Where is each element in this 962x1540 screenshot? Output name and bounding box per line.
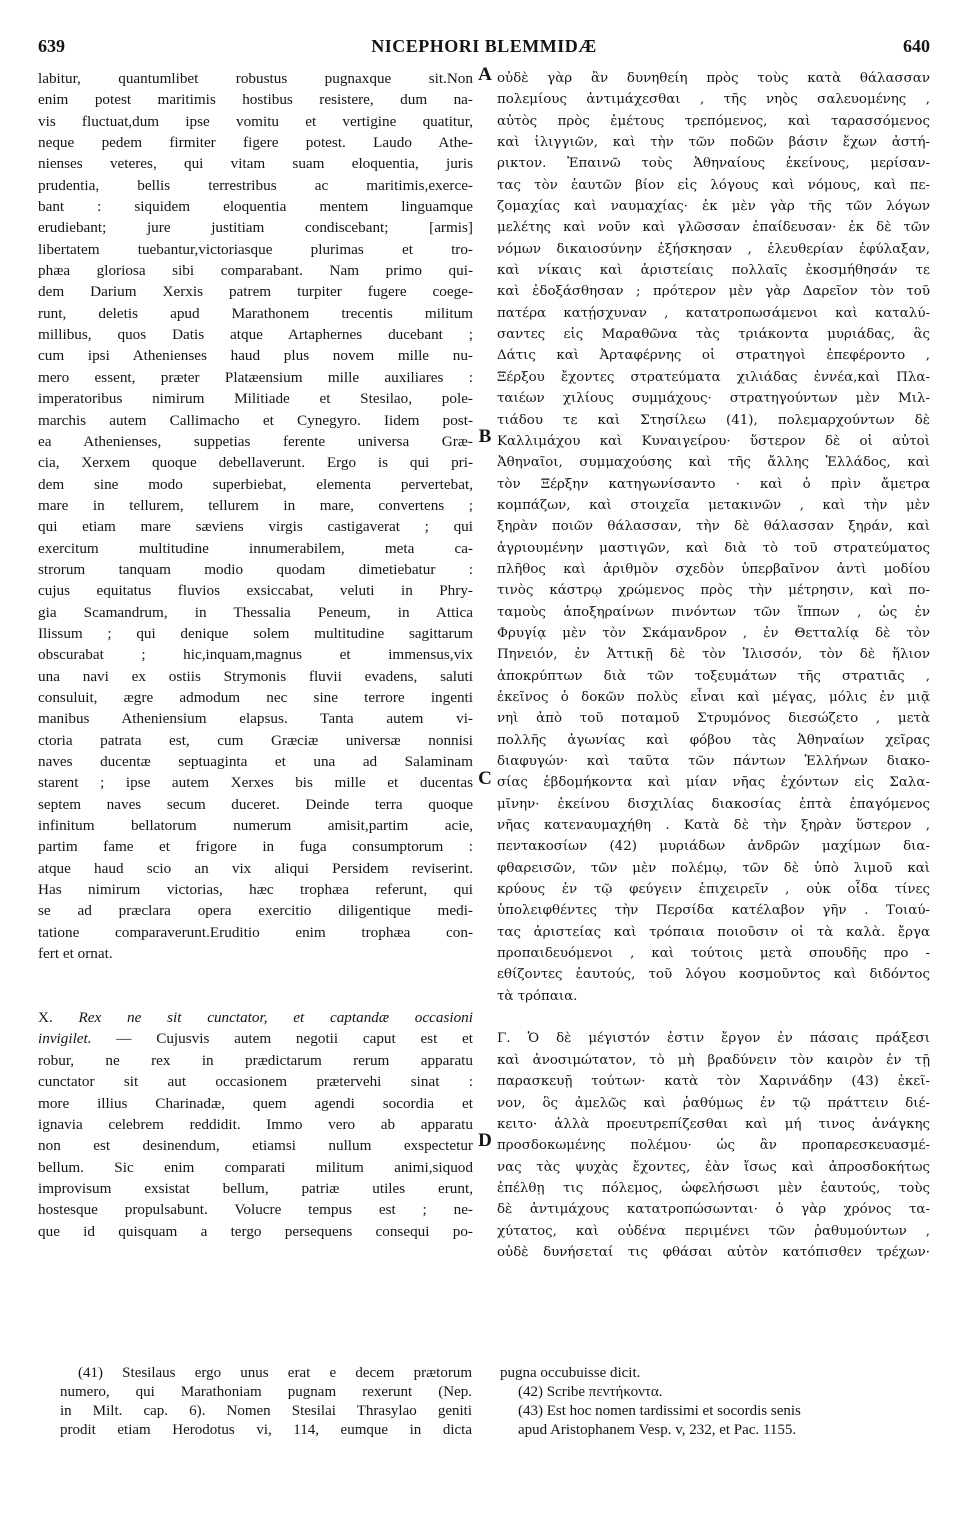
footnote-line: (42) Scribe πεντήκοντα. <box>518 1384 663 1400</box>
greek-line: σίας ἑβδομήκοντα καὶ μίαν νῆας ἐχόντων εἰς Σαλα- <box>497 775 930 791</box>
latin-column <box>38 68 473 1242</box>
latin-line: infinitum bellatorum numerum amisit,partim acie, <box>38 817 473 835</box>
latin-line: neque pedem firmiter figere potest. Laudo Athe- <box>38 134 473 152</box>
footnote-line: in Milt. cap. 6). Nomen Stesilai Thrasylao geniti <box>60 1403 472 1419</box>
latin-line: libertatem tuebantur,victoriasque plurimas et tro- <box>38 240 473 258</box>
greek-line: καὶ ἰλιγγιῶν, καὶ τὴν τῶν ποδῶν βάσιν ἔχων ἀστή- <box>497 135 930 151</box>
section-title: Rex ne sit cunctator, et captandæ occasioni <box>78 1009 473 1027</box>
latin-line: fert et ornat. <box>38 945 113 963</box>
greek-line: πλῆθος καὶ ἀριθμὸν σχεδὸν ὑπερβαῖνον ἀντὶ μοδίου <box>497 561 930 577</box>
greek-line: νῆας κατεναυμαχήθη . Κατὰ δὲ τὴν ξηρὰν ὕστερον , <box>497 818 930 834</box>
greek-line: τὰ τρόπαια. <box>497 988 578 1004</box>
latin-line: starent ; ipse autem Xerxes bis mille et ducentas <box>38 774 473 792</box>
greek-column <box>497 68 930 1263</box>
latin-spacer <box>38 964 473 1007</box>
latin-line: bant : siquidem eloquentia mentem linguamque <box>38 198 473 216</box>
greek-line: τὸν Ξέρξην κατηγωνίσαντο · καὶ ὁ πρὶν ἄμετρα <box>497 476 930 492</box>
greek-line: πατέρα κατῄσχυναν , κατατροπωσάμενοι καὶ καταλύ- <box>497 305 930 321</box>
latin-line: ea Athenienses, suppetias ferente universa Græ- <box>38 432 473 450</box>
latin-line: naves ducentæ septuaginta et una ad Salaminam <box>38 753 473 770</box>
greek-line: ὑπολειφθέντες τὴν Περσίδα κατέλαβον γῆν . Τοιαύ- <box>497 903 930 919</box>
latin-line: ctoria patrata est, cum Græciæ universæ nonnisi <box>38 731 473 749</box>
greek-line: οὐδὲ δυνήσεταί τις φθάσαι αὐτὸν κατόπισθεν τρέχων· <box>497 1244 930 1260</box>
margin-marker-c: C <box>478 768 492 789</box>
greek-line: νόμων δικαιοσύνην ἐξήσκησαν , ἐλευθερίαν ἐφύλαξαν, <box>497 241 930 257</box>
greek-spacer <box>497 1007 930 1028</box>
latin-line: partim fame et frigore in fuga consumptorum : <box>38 838 473 856</box>
latin-line: runt, deletis apud Marathonem trecentis militum <box>38 304 473 322</box>
greek-line: πεντακοσίων (42) μυριάδων ἀνδρῶν μαχίμων δια- <box>497 839 930 855</box>
greek-line: εθίζοντες ἑαυτούς, τοῦ λόγου κοσμοῦντος καὶ διδόντος <box>497 967 930 983</box>
greek-line: αὐτὸς πρὸς ἐμέτους τρεπόμενος, καὶ ταρασσόμενος <box>497 113 930 129</box>
greek-line: νηὶ ἀπὸ τοῦ ποταμοῦ Στρυμόνος διεσώζετο , μετὰ <box>497 711 930 727</box>
greek-line: καὶ νίκαις καὶ ἀριστείαις πολλαῖς ἐκοσμήθησάν τε <box>497 263 930 279</box>
latin-line: atque haud scio an vix aliqui Persidem reviserint. <box>38 859 473 877</box>
greek-line: ἀποκρύπτων διὰ τῶν τοξευμάτων τῆς στρατιᾶς , <box>497 668 930 684</box>
greek-line: κειτο· ἀλλὰ προευτρεπίζεσθαι καὶ μή τινος ἀνάγκης <box>497 1116 930 1132</box>
latin-line: imperatoribus nimirum Militiade et Stesilao, pole- <box>38 390 473 408</box>
latin-line: prudentia, bellis terrestribus ac maritimis,exerce- <box>38 176 473 194</box>
greek-line: ἐκεῖνος ὁ δοκῶν πολὺς εἶναι καὶ μέγας, μόλις ἐν μιᾷ <box>497 689 930 705</box>
greek-line: ρικτον. Ἐπαινῶ τοὺς Ἀθηναίους ἐκείνους, μερίσαν- <box>497 156 930 172</box>
greek-line: νον, ὃς ἀμελῶς καὶ ῥαθύμως ἐν τῷ πράττειν διέ- <box>497 1095 930 1111</box>
greek-line: ξηρὰν ποιῶν θάλασσαν, τὴν δὲ θάλασσαν ξηράν, καὶ <box>497 519 930 535</box>
latin-line: millibus, quos Datis atque Artaphernes ducebant ; <box>38 326 473 344</box>
footnotes-right <box>500 1364 930 1440</box>
greek-line: οὐδὲ γὰρ ἂν δυνηθείη πρὸς τοὺς κατὰ θάλασσαν <box>497 71 930 86</box>
latin-line: gia Scamandrum, in Thessalia Peneum, in Attica <box>38 603 473 621</box>
latin-line: que id quisquam a tergo persequens consequi po- <box>38 1222 473 1240</box>
greek-line: καὶ ἐδοξάσθησαν ; πρότερον μὲν γὰρ Δαρεῖον τὸν τοῦ <box>497 284 930 300</box>
greek-line: κομπάζων, καὶ στοιχεῖα μετακινῶν , καὶ τὴν μὲν <box>497 497 930 513</box>
greek-line: προπαιδευόμενοι , καὶ τούτοις μετὰ σπουδῆς προ - <box>497 946 930 962</box>
greek-line: φθαρεισῶν, τῶν μὲν πολέμῳ, τῶν δὲ ὑπὸ λιμοῦ καὶ <box>497 860 930 876</box>
footnote-line: prodit etiam Herodotus vi, 114, eumque in dicta <box>60 1422 472 1438</box>
latin-line: mare in tellurem, tellurem in mare, convertens ; <box>38 496 473 514</box>
latin-line: enim potest maritimis hostibus resistere, dum na- <box>38 91 473 109</box>
footnotes-left <box>60 1364 472 1440</box>
section-heading-line-2 <box>38 1028 473 1049</box>
greek-line: σαντες εἰς Μαραθῶνα τὰς τριάκοντα μυριάδας, ἃς <box>497 327 930 343</box>
greek-line: ταιέων χιλίους συμμάχους· στρατηγούντων μὲν Μιλ- <box>497 391 930 407</box>
latin-line: una navi ex ostiis Strymonis fluvii evadens, saluti <box>38 667 473 685</box>
greek-line: ζομαχίας καὶ ναυμαχίας· ἐκ μὲν γὰρ τῆς τῶν λόγων <box>497 199 930 215</box>
latin-line: obscurabat ; hic,inquam,magnus et immensus,vix <box>38 646 473 664</box>
footnote-line: numero, qui Marathoniam pugnam rexerunt (Nep. <box>60 1384 472 1400</box>
latin-line: Ilissum ; qui denique solem multitudine sagittarum <box>38 624 473 642</box>
greek-line: Φρυγίᾳ μὲν τὸν Σκάμανδρον , ἐν Θετταλίᾳ δὲ τὸν <box>497 625 930 641</box>
greek-line: μῖνην· ἐκείνου δισχιλίας διακοσίας ἑπτὰ ἐπαγόμενος <box>497 796 930 812</box>
footnote-line: (41) Stesilaus ergo unus erat e decem prætorum <box>78 1365 472 1381</box>
section-number: X. <box>38 1009 53 1027</box>
greek-line: καὶ ἀνοσιμώτατον, τὸ μὴ βραδύνειν τὸν καιρὸν ἐν τῇ <box>497 1052 930 1068</box>
latin-line: qui etiam mare sæviens virgis castigaverat ; qui <box>38 518 473 536</box>
greek-line: δὲ ἀντιμάχους κατατροπώσωνται· ὁ γὰρ χρόνος τα- <box>497 1202 930 1218</box>
page-number-left: 639 <box>38 36 65 56</box>
latin-line: improvisum exsistat bellum, patriæ utiles erunt, <box>38 1179 473 1197</box>
greek-line: Καλλιμάχου καὶ Κυναιγείρου· ὕστερον δὲ οἱ αὐτοὶ <box>497 433 930 449</box>
greek-line: τας ἀριστείας καὶ τρόπαια ποιοῦσιν οἱ τὰ καλὰ. ἔργα <box>497 924 930 940</box>
greek-line: ἀγριουμένην μαστιγῶν, καὶ διὰ τὸ τοῦ στρατεύματος <box>497 540 930 556</box>
margin-marker-a: A <box>478 64 492 85</box>
greek-line: πολεμίους ἀντιμάχεσθαι , τῆς νηὸς σαλευομένης , <box>497 92 930 108</box>
greek-line: προσδοκωμένης πολέμου· ὡς ἂν προπαρεσκευασμέ- <box>497 1138 930 1154</box>
latin-line: manibus Atheniensium elapsus. Tanta autem vi- <box>38 710 473 728</box>
greek-line: Ξέρξου ἔχοντες στρατεύματα χιλιάδας ἐννέα,καὶ Πλα- <box>497 369 930 385</box>
greek-line: Γ. Ὁ δὲ μέγιστόν ἐστιν ἔργον ἐν πάσαις πράξεσι <box>497 1031 930 1047</box>
greek-line: Πηνειόν, ἐν Ἀττικῇ δὲ τὸν Ἰλισσόν, τὸν δὲ ἥλιον <box>497 647 930 663</box>
latin-line: septem naves secum duceret. Deinde terra quoque <box>38 795 473 813</box>
section-heading-line <box>38 1007 473 1028</box>
margin-marker-b: B <box>478 426 492 447</box>
footnote-line: pugna occubuisse dicit. <box>500 1365 641 1381</box>
latin-line: consuluit, ægre admodum nec sine terrore ingenti <box>38 688 473 706</box>
greek-line: κρύους ἐν τῷ φεύγειν ἐπιχειρεῖν , οὐκ οἶδα τίνες <box>497 882 930 898</box>
latin-line: dem sine modo superbiebat, elementa pervertebat, <box>38 475 473 493</box>
page-header <box>38 36 930 60</box>
greek-line: πολλῆς ἀγωνίας καὶ φόβου τὰς Ἀθηναίων χεῖρας <box>497 732 930 748</box>
latin-line: cia, Xerxem quoque debellaverunt. Ergo is qui pri- <box>38 454 473 472</box>
greek-line: ἐπέλθῃ τις πόλεμος, ὠφελήσωσι μὲν ἑαυτούς, τοὺς <box>497 1180 930 1196</box>
greek-line: Δάτις καὶ Ἀρταφέρνης οἱ στρατηγοὶ ἐπεφέροντο , <box>497 348 930 364</box>
latin-line: strorum tanquam modio quodam dimetiebatur : <box>38 560 473 578</box>
latin-line: robur, ne rex in prædictarum rerum apparatu <box>38 1051 473 1069</box>
latin-line: labitur, quantumlibet robustus pugnaxque sit.Non <box>38 70 473 87</box>
page-number-right: 640 <box>903 36 930 56</box>
latin-line: se ad præclara opera exercitio diligentique medi- <box>38 902 473 920</box>
latin-line: bellum. Sic enim comparati militum animi,siquod <box>38 1158 473 1176</box>
latin-line: non est desinendum, etiamsi nullum exspectetur <box>38 1137 473 1155</box>
margin-marker-d: D <box>478 1130 492 1151</box>
latin-line: cujus equitatus fluvios exsiccabat, veluti in Phry- <box>38 582 473 600</box>
footnote-line: (43) Est hoc nomen tardissimi et socordis senis <box>518 1403 801 1419</box>
greek-line: χύτατος, καὶ οὐδένα περιμένει τῶν ῥαθυμούντων , <box>497 1223 930 1239</box>
greek-line: διαφυγών· καὶ ταῦτα τῶν πάντων Ἑλλήνων διακο- <box>497 754 930 769</box>
latin-line: tatione comparaverunt.Eruditio enim trophæa con- <box>38 923 473 941</box>
latin-line: Has nimirum victorias, hæc trophæa referunt, qui <box>38 881 473 899</box>
greek-line: τινὸς κάστρῳ χρώμενος πρὸς τὴν μέτρησιν, καὶ πο- <box>497 583 930 599</box>
latin-line: cum ipsi Athenienses haud plus novem mille nu- <box>38 347 473 365</box>
greek-line: ταμοὺς ἀποξηραίνων πινόντων τῶν ἵππων , ὡς ἐν <box>497 604 930 620</box>
section-title-cont: invigilet. <box>38 1030 92 1048</box>
footnote-line: apud Aristophanem Vesp. v, 232, et Pac. 1155. <box>518 1422 797 1438</box>
latin-line: dem Darium Xerxis patrem turpiter fugere coege- <box>38 283 473 301</box>
latin-line: hostesque propulsabunt. Volucre tempus est ; ne- <box>38 1201 473 1219</box>
latin-line: nienses veteres, qui vitam suam eloquentia, juris <box>38 155 473 173</box>
latin-line: phæa gloriosa sibi comparabant. Nam primo qui- <box>38 262 473 280</box>
running-title: NICEPHORI BLEMMIDÆ <box>371 36 597 56</box>
latin-line: erudiebant; jure justitiam condiscebant; [armis] <box>38 219 473 237</box>
latin-line: mero essent, præter Platæensium mille auxiliares : <box>38 368 473 386</box>
greek-line: Ἀθηναῖοι, συμμαχούσης καὶ τῆς ἄλλης Ἑλλάδος, καὶ <box>497 455 930 471</box>
section-text: — Cujusvis autem negotii caput est et <box>91 1030 473 1048</box>
greek-line: παρασκευῇ τούτων· κατὰ τὸν Χαρινάδην (43) ἐκεῖ- <box>497 1074 930 1090</box>
latin-line: more illius Charinadæ, quem agendi socordia et <box>38 1094 473 1112</box>
greek-line: τιάδου τε καὶ Στησίλεω (41), πολεμαρχούντων δὲ <box>497 412 930 428</box>
greek-line: νας τὰς ψυχὰς ἔχοντες, ἐὰν ἴσως καὶ ἀπροσδοκήτως <box>497 1159 930 1175</box>
latin-line: ignavia celebrem reddidit. Immo vero ab apparatu <box>38 1115 473 1133</box>
greek-line: μελέτης καὶ νοῦν καὶ γλῶσσαν ἐπαίδευσαν· ἐκ δὲ τῶν <box>497 220 930 236</box>
greek-line: τας τὸν ἑαυτῶν βίον εἰς λόγους καὶ νόμους, καὶ πε- <box>497 177 930 193</box>
latin-line: vis fluctuat,dum ipse vomitu et vertigine quatitur, <box>38 112 473 130</box>
latin-line: exercitum multitudine innumerabilem, meta ca- <box>38 539 473 557</box>
latin-line: marchis autem Callimacho et Cynegyro. Iidem post- <box>38 411 473 429</box>
latin-line: cunctator sit aut occasionem prætervehi sinat : <box>38 1073 473 1091</box>
